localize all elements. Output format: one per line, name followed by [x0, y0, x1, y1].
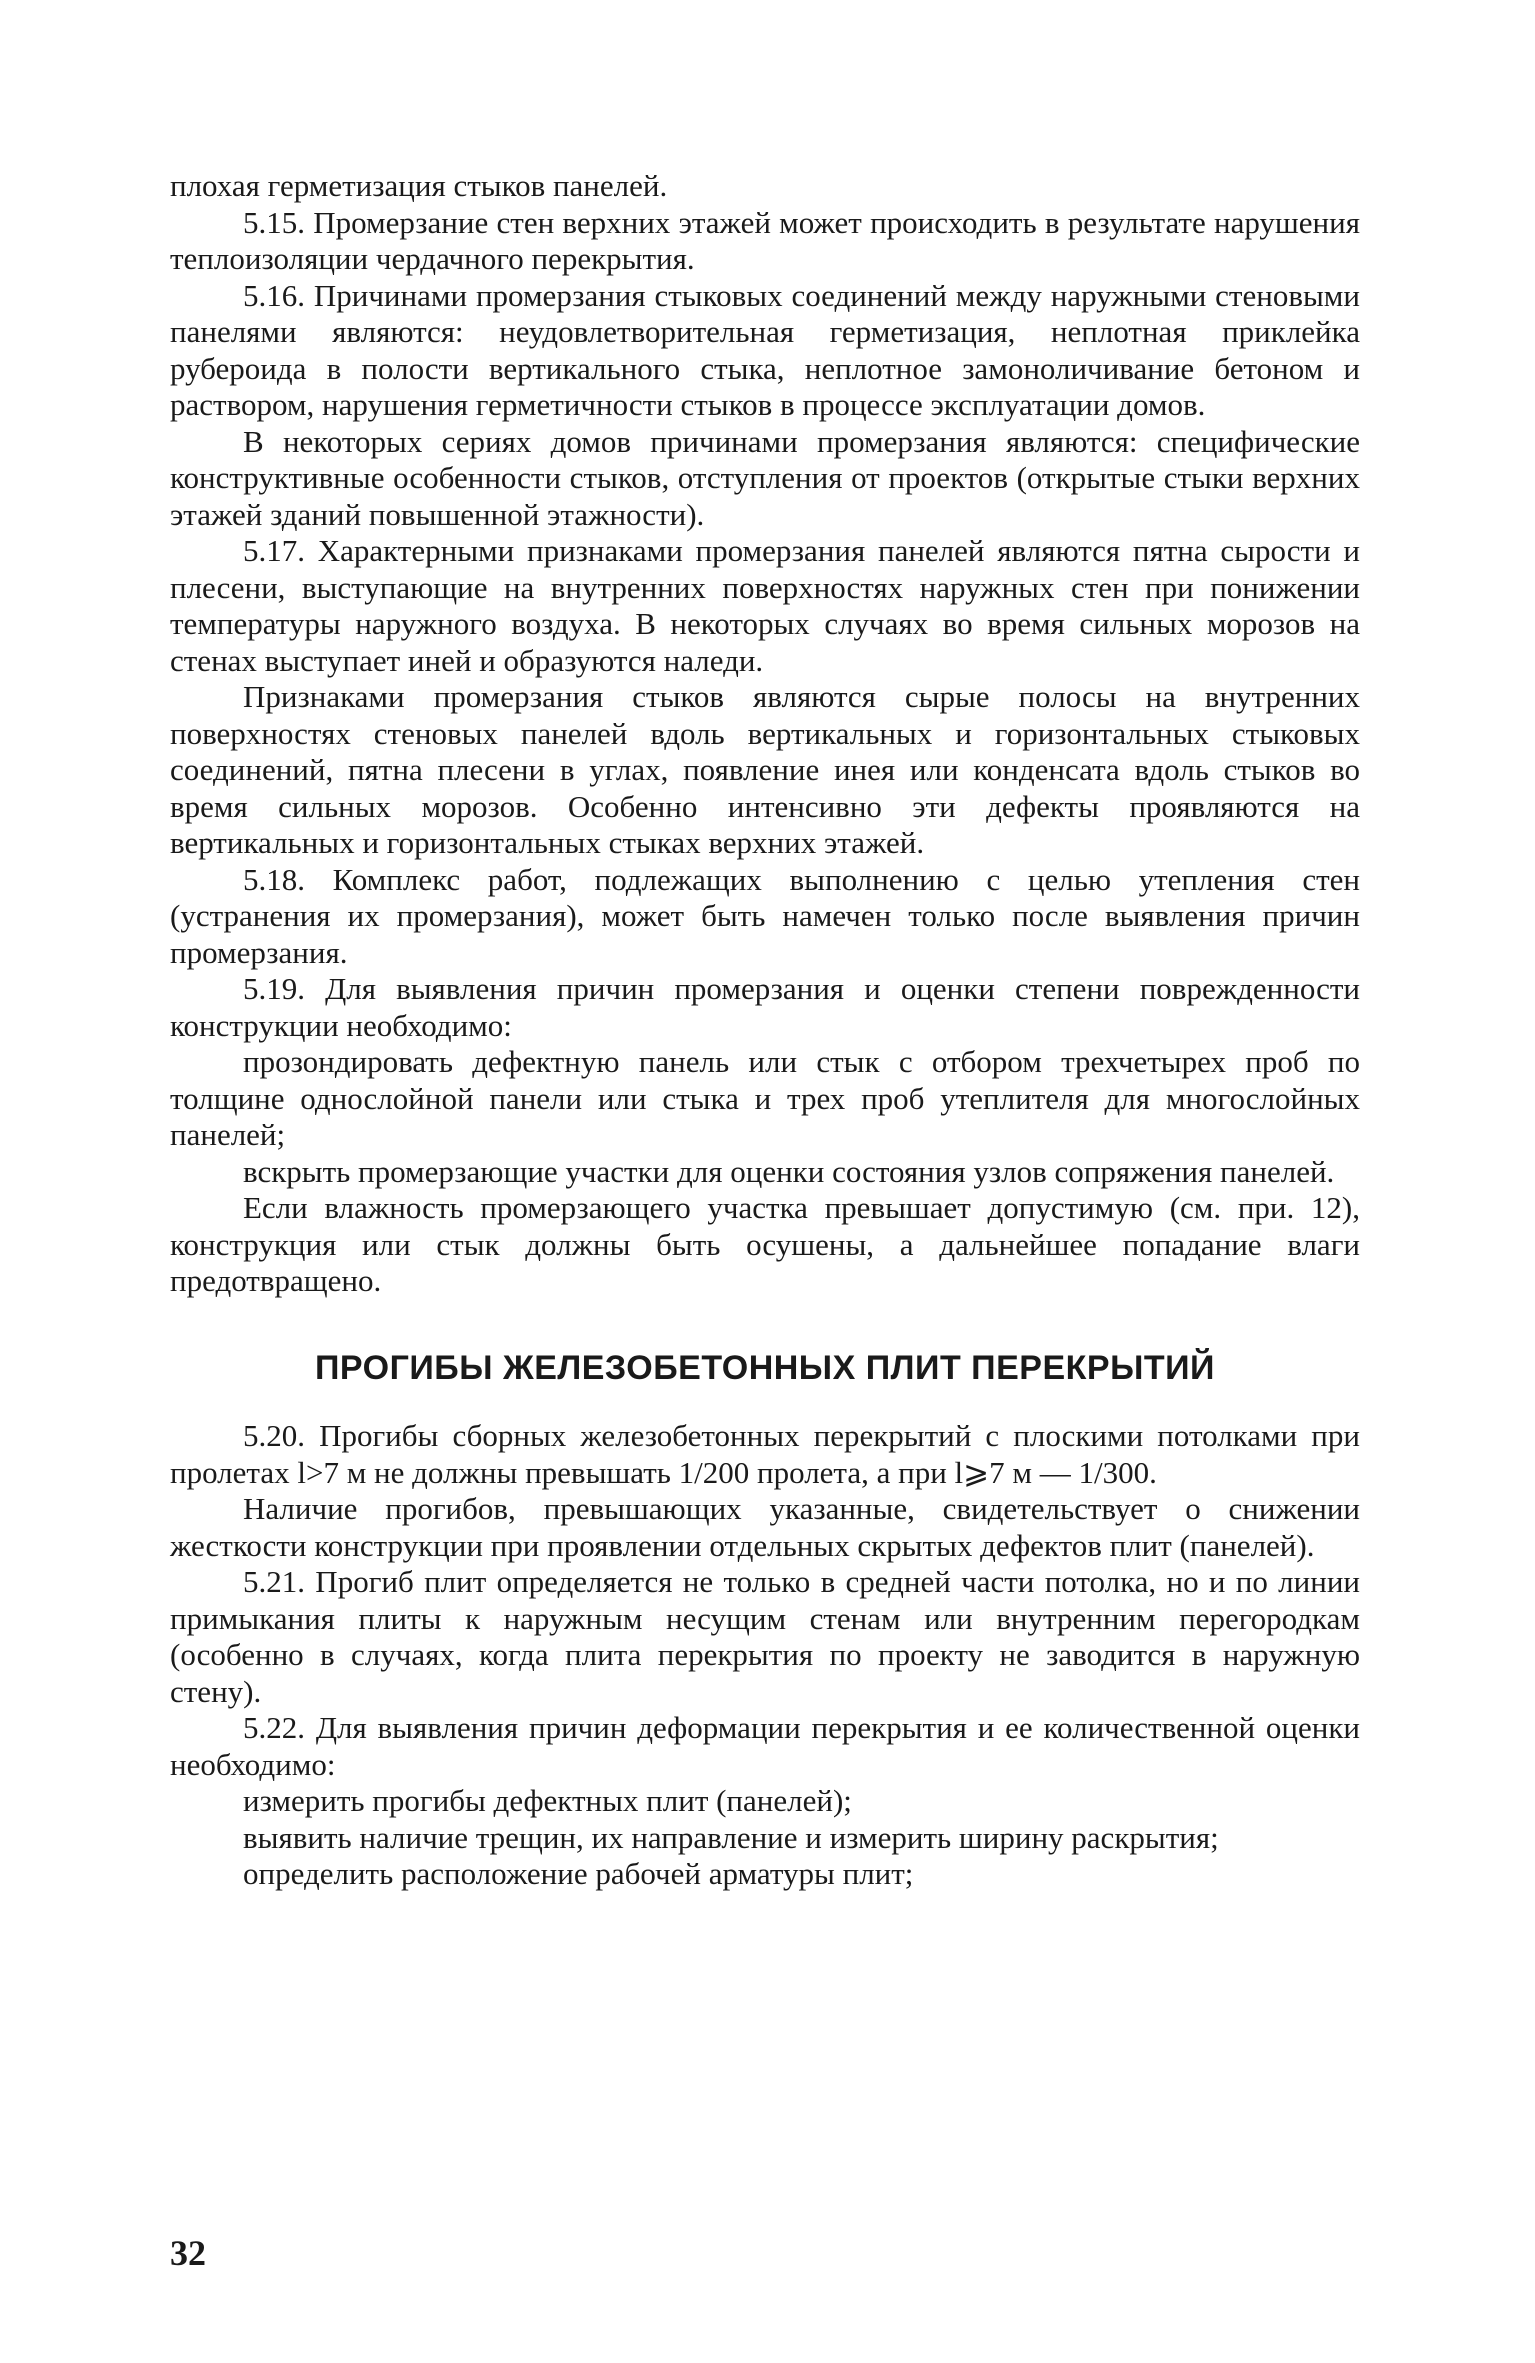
paragraph: Признаками промерзания стыков являются сырые полосы на внутренних поверхностях стеновых панелей вдоль вертикальных и горизонтальных стыковых соединений, пятна плесени в углах, появление инея или конденсата вдоль стыков во время сильных морозов. Особенно интенсивно эти дефекты проявляются на вертикальных и горизонтальных стыках верхних этажей. — [170, 679, 1360, 860]
paragraph: 5.18. Комплекс работ, подлежащих выполнению с целью утепления стен (устранения их промерзания), может быть намечен только после выявления причин промерзания. — [170, 861, 1360, 970]
paragraph: Наличие прогибов, превышающих указанные, свидетельствует о снижении жесткости конструкции при проявлении отдельных скрытых дефектов плит (панелей). — [170, 1491, 1360, 1563]
paragraph: 5.16. Причинами промерзания стыковых соединений между наружными стеновыми панелями являются: неудовлетворительная герметизация, неплотная приклейка рубероида в полости вертикального стыка, неплотное замоноличивание бетоном и раствором, нарушения герметичности стыков в процессе эксплуатации домов. — [170, 277, 1360, 422]
paragraph: В некоторых сериях домов причинами промерзания являются: специфические конструктивные особенности стыков, отступления от проектов (открытые стыки верхних этажей зданий повышенной этажности). — [170, 423, 1360, 532]
paragraph: измерить прогибы дефектных плит (панелей); — [243, 1783, 852, 1818]
paragraph: 5.22. Для выявления причин деформации перекрытия и ее количественной оценки необходимо: — [170, 1710, 1360, 1782]
section-heading: ПРОГИБЫ ЖЕЛЕЗОБЕТОННЫХ ПЛИТ ПЕРЕКРЫТИЙ — [314, 1348, 1215, 1387]
paragraph: прозондировать дефектную панель или стык с отбором трехчетырех проб по толщине однослойной панели или стыка и трех проб утеплителя для многослойных панелей; — [170, 1044, 1360, 1152]
paragraph: 5.21. Прогиб плит определяется не только в средней части потолка, но и по линии примыкания плиты к наружным несущим стенам или внутренним перегородкам (особенно в случаях, когда плита перекрытия по проекту не заводится в наружную стену). — [170, 1564, 1360, 1709]
paragraph: 5.15. Промерзание стен верхних этажей может происходить в результате нарушения теплоизоляции чердачного перекрытия. — [170, 204, 1360, 276]
paragraph: выявить наличие трещин, их направление и измерить ширину раскрытия; — [243, 1819, 1219, 1855]
paragraph: 5.19. Для выявления причин промерзания и оценки степени поврежденности конструкции необходимо: — [170, 971, 1360, 1043]
paragraph: 5.20. Прогибы сборных железобетонных перекрытий с плоскими потолками при пролетах l>7 м не должны превышать 1/200 пролета, а при l⩾7 м — 1/300. — [170, 1418, 1360, 1490]
paragraph: 5.17. Характерными признаками промерзания панелей являются пятна сырости и плесени, выступающие на внутренних поверхностях наружных стен при понижении температуры наружного воздуха. В некоторых случаях во время сильных морозов на стенах выступает иней и образуются наледи. — [170, 533, 1360, 678]
paragraph: вскрыть промерзающие участки для оценки состояния узлов сопряжения панелей. — [243, 1153, 1335, 1189]
page-number: 32 — [170, 2233, 206, 2273]
page-body — [170, 168, 1360, 1893]
paragraph: плохая герметизация стыков панелей. — [170, 168, 668, 203]
paragraph: Если влажность промерзающего участка превышает допустимую (см. при. 12), конструкция или стык должны быть осушены, а дальнейшее попадание влаги предотвращено. — [170, 1190, 1360, 1298]
paragraph: определить расположение рабочей арматуры плит; — [243, 1856, 914, 1891]
